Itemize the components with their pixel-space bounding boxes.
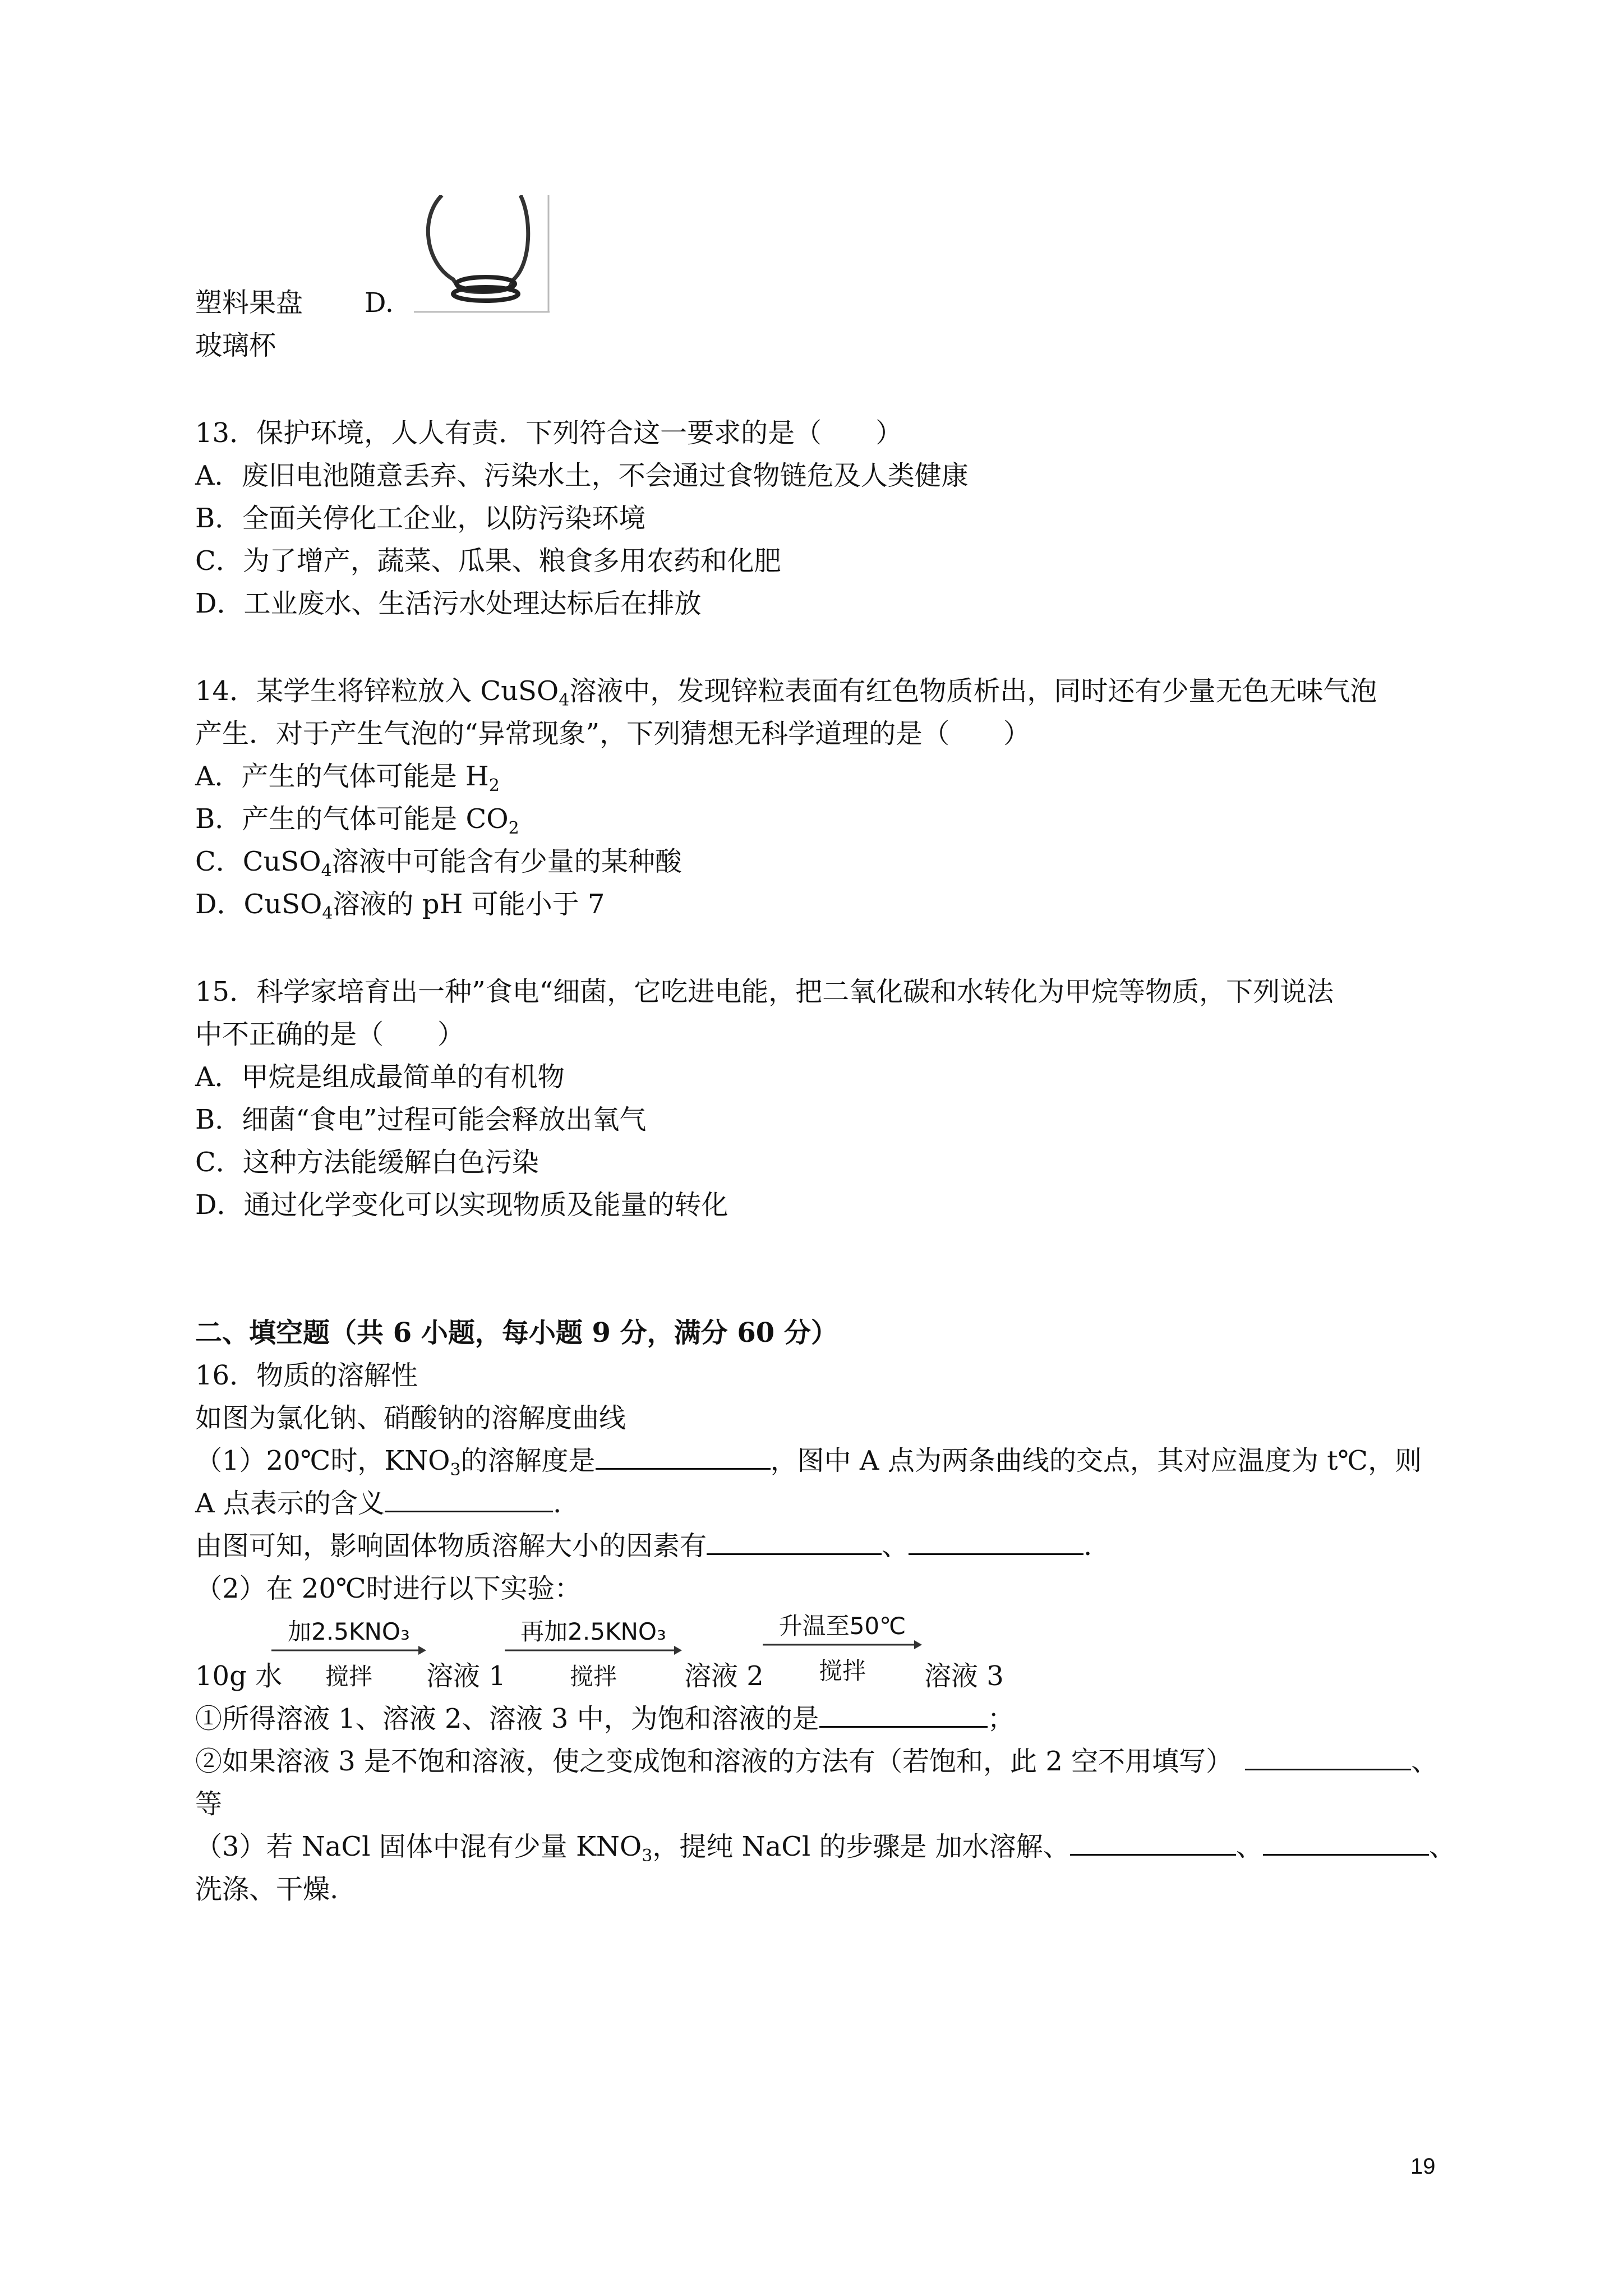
q14-stem: 14．某学生将锌粒放入 CuSO$_4$溶液中，发现锌粒表面有红色物质析出，同时还有少量无色无味气泡 — [195, 675, 1377, 710]
q15-stem-line2: 中不正确的是（ ） — [195, 1019, 465, 1050]
q15-stem: 15．科学家培育出一种”食电“细菌，它吃进电能，把二氧化碳和水转化为甲烷等物质，下列说法 — [195, 976, 1334, 1007]
answer-blank[interactable] — [707, 1529, 882, 1555]
q13-stem: 13．保护环境，人人有责．下列符合这一要求的是（ ） — [195, 417, 903, 449]
answer-blank[interactable] — [819, 1701, 988, 1728]
q13-option-c: C．为了增产，蔬菜、瓜果、粮食多用农药和化肥 — [195, 545, 781, 577]
section-heading: 二、填空题（共 6 小题，每小题 9 分，满分 60 分） — [195, 1317, 838, 1349]
q16-part1-line3: 由图可知，影响固体物质溶解大小的因素有 、 . — [195, 1528, 1092, 1564]
flow-step-2: 再加2.5KNO₃ 搅拌 — [505, 1613, 682, 1697]
flow-start: 10g 水 — [195, 1660, 283, 1692]
q16-intro: 如图为氯化钠、硝酸钠的溶解度曲线 — [195, 1402, 626, 1434]
answer-blank[interactable] — [1070, 1829, 1236, 1856]
q16-part2-ii-line2: 等 — [195, 1788, 223, 1820]
q13-option-a: A．废旧电池随意丢弃、污染水土，不会通过食物链危及人类健康 — [195, 460, 969, 491]
flow-step-1: 加2.5KNO₃ 搅拌 — [271, 1613, 426, 1697]
q16-part1-line2: A 点表示的含义 . — [195, 1485, 561, 1521]
flow-solution-2: 溶液 2 — [684, 1660, 764, 1692]
q14-option-b: B．产生的气体可能是 $CO_2$ — [195, 803, 519, 838]
q15-option-c: C．这种方法能缓解白色污染 — [195, 1147, 539, 1178]
option-c-text: 塑料果盘 — [195, 287, 303, 319]
flow-step-3: 升温至50℃ 搅拌 — [763, 1608, 922, 1692]
q16-part2-i: ①所得溶液 1、溶液 2、溶液 3 中，为饱和溶液的是 ； — [195, 1701, 1015, 1737]
q13-option-d: D．工业废水、生活污水处理达标后在排放 — [195, 588, 702, 619]
q14-option-c: C．CuSO$_4$溶液中可能含有少量的某种酸 — [195, 846, 682, 881]
page-number: 19 — [1410, 2154, 1436, 2179]
q16-title: 16．物质的溶解性 — [195, 1360, 418, 1391]
option-d-label: D. — [365, 287, 394, 319]
answer-blank[interactable] — [385, 1486, 553, 1512]
q14-option-d: D．CuSO$_4$溶液的 pH 可能小于 7 — [195, 889, 605, 923]
flow-solution-1: 溶液 1 — [426, 1660, 506, 1692]
answer-blank[interactable] — [1263, 1829, 1429, 1856]
q14-stem-line2: 产生．对于产生气泡的“异常现象”，下列猜想无科学道理的是（ ） — [195, 718, 1031, 749]
q14-option-a: A．产生的气体可能是 $H_2$ — [195, 761, 500, 795]
q16-part3: （3）若 NaCl 固体中混有少量 $KNO_3$，提纯 NaCl 的步骤是 加水溶解、 、 、 — [195, 1829, 1456, 1865]
q13-option-b: B．全面关停化工企业，以防污染环境 — [195, 503, 646, 534]
answer-blank[interactable] — [596, 1443, 771, 1470]
q15-option-b: B．细菌“食电”过程可能会释放出氧气 — [195, 1104, 647, 1135]
q16-part3-line2: 洗涤、干燥. — [195, 1874, 339, 1905]
option-d-text: 玻璃杯 — [195, 330, 276, 361]
q16-part2-ii: ②如果溶液 3 是不饱和溶液，使之变成饱和溶液的方法有（若饱和，此 2 空不用填写） 、 — [195, 1743, 1438, 1779]
answer-blank[interactable] — [1245, 1744, 1411, 1770]
answer-blank[interactable] — [909, 1529, 1083, 1555]
glass-cup-image — [403, 195, 555, 314]
flow-solution-3: 溶液 3 — [924, 1660, 1004, 1692]
q15-option-a: A．甲烷是组成最简单的有机物 — [195, 1061, 565, 1093]
q16-part1: （1）20℃时，$KNO_3$的溶解度是 ，图中 A 点为两条曲线的交点，其对应温度为 t℃，则 — [195, 1443, 1422, 1479]
q16-part2: （2）在 20℃时进行以下实验： — [195, 1573, 582, 1604]
q15-option-d: D．通过化学变化可以实现物质及能量的转化 — [195, 1189, 728, 1221]
